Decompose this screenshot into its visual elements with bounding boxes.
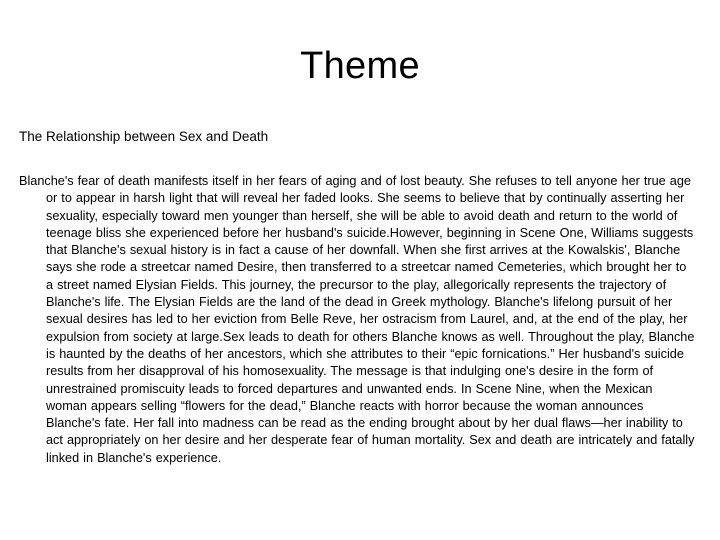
slide-subtitle: The Relationship between Sex and Death xyxy=(19,129,269,144)
slide-body-text: Blanche's fear of death manifests itself in her fears of aging and of lost beauty. She refuses to tell anyone her true age or to appear in harsh light that will reveal her faded looks. She seems to believe that by continually asserting her sexuality, especially toward men younger than herself, she will be able to avoid death and return to the world of teenage bliss she experienced before her husband's suicide.However, beginning in Scene One, Williams suggests that Blanche's sexual history is in fact a cause of her downfall. When she first arrives at the Kowalskis', Blanche says she rode a streetcar named Desire, then transferred to a streetcar named Cemeteries, which brought her to a street named Elysian Fields. This journey, the precursor to the play, allegorically represents the trajectory of Blanche's life. The Elysian Fields are the land of the dead in Greek mythology. Blanche's lifelong pursuit of her sexual desires has led to her eviction from Belle Reve, her ostracism from Laurel, and, at the end of the play, her expulsion from society at large.Sex leads to death for others Blanche knows as well. Throughout the play, Blanche is haunted by the deaths of her ancestors, which she attributes to their “epic fornications.” Her husband's suicide results from her disapproval of his homosexuality. The message is that indulging one's desire in the form of unrestrained promiscuity leads to forced departures and unwanted ends. In Scene Nine, when the Mexican woman appears selling “flowers for the dead,” Blanche reacts with horror because the woman announces Blanche's fate. Her fall into madness can be read as the ending brought about by her dual flaws—her inability to act appropriately on her desire and her desperate fear of human mortality. Sex and death are intricately and fatally linked in Blanche's experience. xyxy=(19,174,695,465)
slide-title: Theme xyxy=(300,45,420,87)
